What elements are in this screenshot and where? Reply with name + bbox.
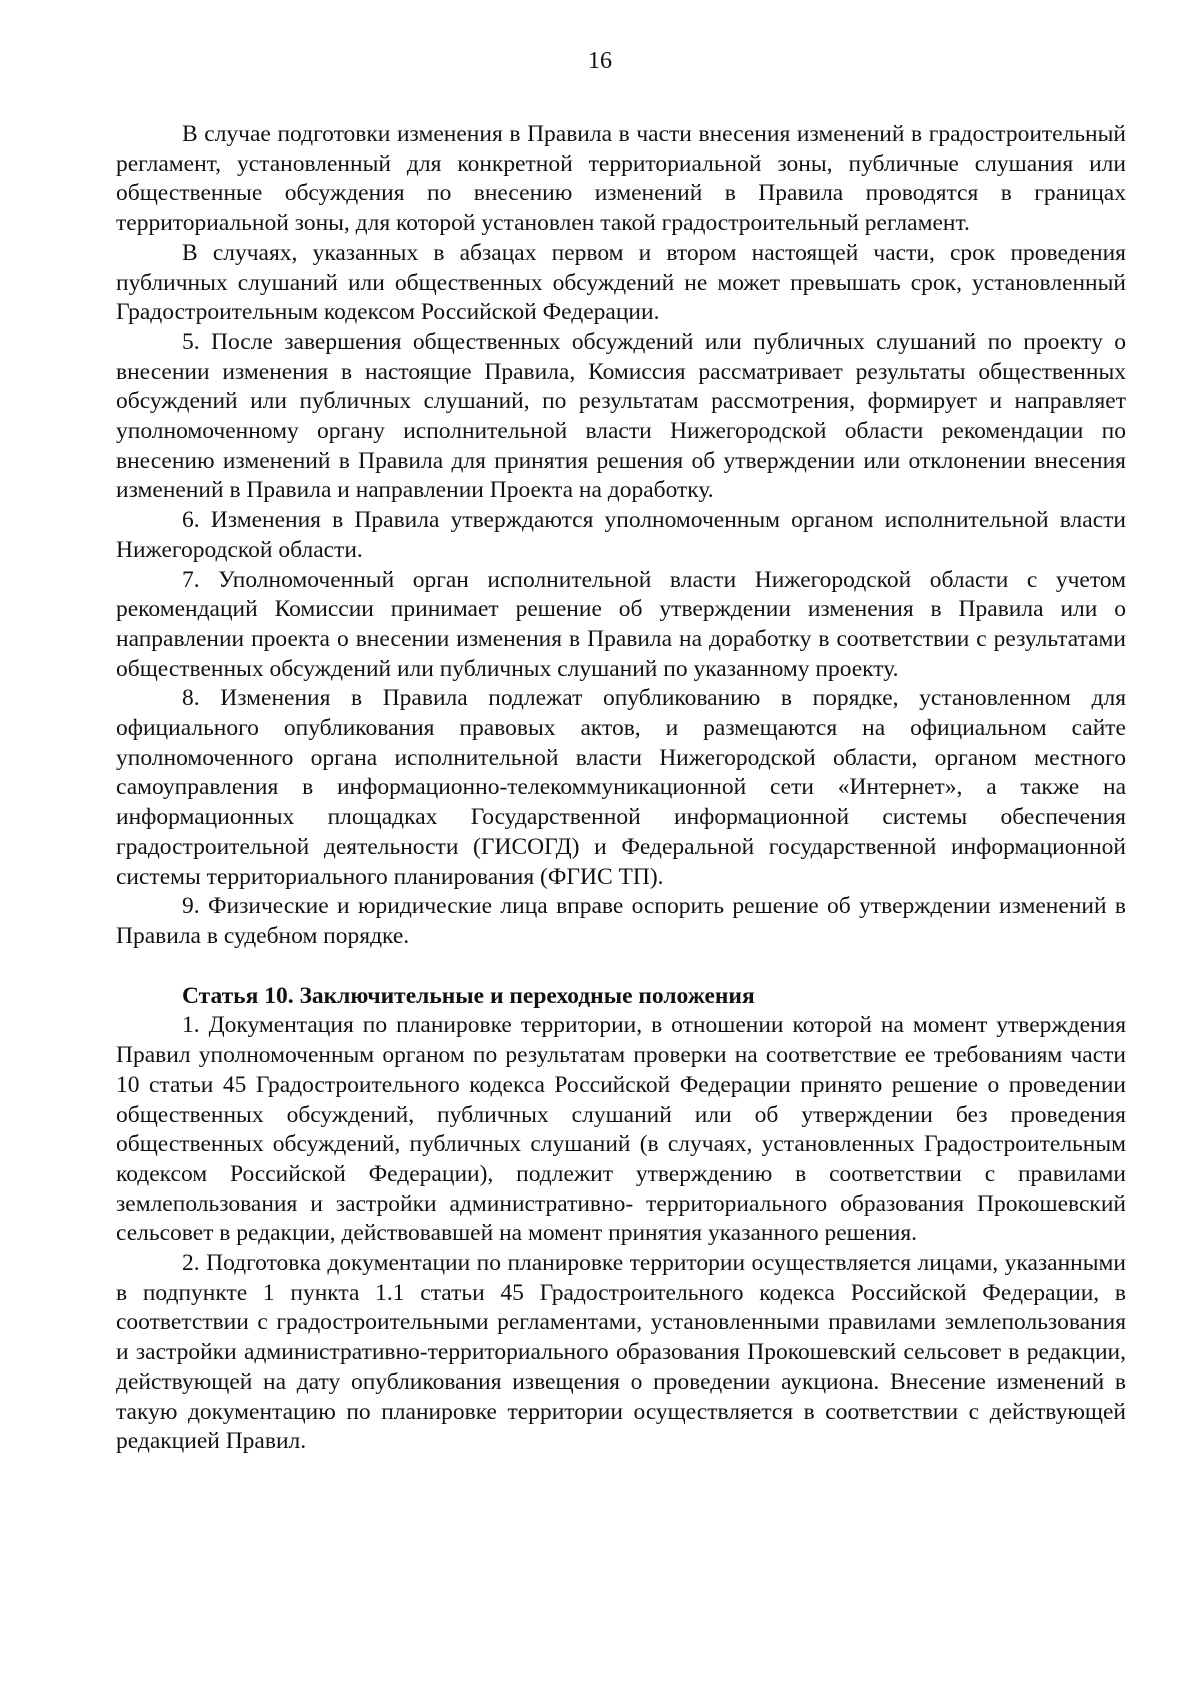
paragraph-item-6: 6. Изменения в Правила утверждаются уполномоченным органом исполнительной власти Нижегородской области. [116,507,1126,563]
paragraph-item-9: 9. Физические и юридические лица вправе оспорить решение об утверждении изменений в Правила в судебном порядке. [116,893,1126,949]
paragraph-item-8: 8. Изменения в Правила подлежат опубликованию в порядке, установленном для официального опубликования правовых актов, и размещаются на официальном сайте уполномоченного органа исполнительной власти Нижегородской области, органом местного самоуправления в информационно-телекоммуникационной сети «Интернет», а также на информационных площадках Государственной информационной системы обеспечения градостроительной деятельности (ГИСОГД) и Федеральной государственной информационной системы территориального планирования (ФГИС ТП). [116,685,1126,890]
paragraph-item-5: 5. После завершения общественных обсуждений или публичных слушаний по проекту о внесении изменения в настоящие Правила, Комиссия рассматривает результаты общественных обсуждений или публичных слушаний, по результатам рассмотрения, формирует и направляет уполномоченному органу исполнительной власти Нижегородской области рекомендации по внесению изменений в Правила для принятия решения об утверждении или отклонении внесения изменений в Правила и направлении Проекта на доработку. [116,328,1126,504]
paragraph-item-7: 7. Уполномоченный орган исполнительной власти Нижегородской области с учетом рекомендаций Комиссии принимает решение об утверждении изменения в Правила или о направлении проекта о внесении изменения в Правила на доработку в соответствии с результатами общественных обсуждений или публичных слушаний по указанному проекту. [116,566,1126,682]
paragraph-hearing-term: В случаях, указанных в абзацах первом и втором настоящей части, срок проведения публичных слушаний или общественных обсуждений не может превышать срок, установленный Градостроительным кодексом Российской Федерации. [116,239,1126,326]
paragraph-zone-hearings: В случае подготовки изменения в Правила в части внесения изменений в градостроительный регламент, установленный для конкретной территориальной зоны, публичные слушания или общественные обсуждения по внесению изменений в Правила проводятся в границах территориальной зоны, для которой установлен такой градостроительный регламент. [116,121,1126,237]
paragraph-article-10-item-2: 2. Подготовка документации по планировке территории осуществляется лицами, указанными в подпункте 1 пункта 1.1 статьи 45 Градостроительного кодекса Российской Федерации, в соответствии с градостроительными регламентами, установленными правилами землепользования и застройки административно-территориального образования Прокошевский сельсовет в редакции, действующей на дату опубликования извещения о проведении аукциона. Внесение изменений в такую документацию по планировке территории осуществляется в соответствии с действующей редакцией Правил. [116,1250,1126,1455]
page-number: 16 [588,48,612,74]
document-body [116,120,1126,1457]
article-10-heading: Статья 10. Заключительные и переходные положения [182,982,755,1009]
paragraph-article-10-item-1: 1. Документация по планировке территории, в отношении которой на момент утверждения Правил уполномоченным органом по результатам проверки на соответствие ее требованиям части 10 статьи 45 Градостроительного кодекса Российской Федерации принято решение о проведении общественных обсуждений, публичных слушаний или об утверждении без проведения общественных обсуждений, публичных слушаний (в случаях, установленных Градостроительным кодексом Российской Федерации), подлежит утверждению в соответствии с правилами землепользования и застройки административно- территориального образования Прокошевский сельсовет в редакции, действовавшей на момент принятия указанного решения. [116,1012,1126,1247]
